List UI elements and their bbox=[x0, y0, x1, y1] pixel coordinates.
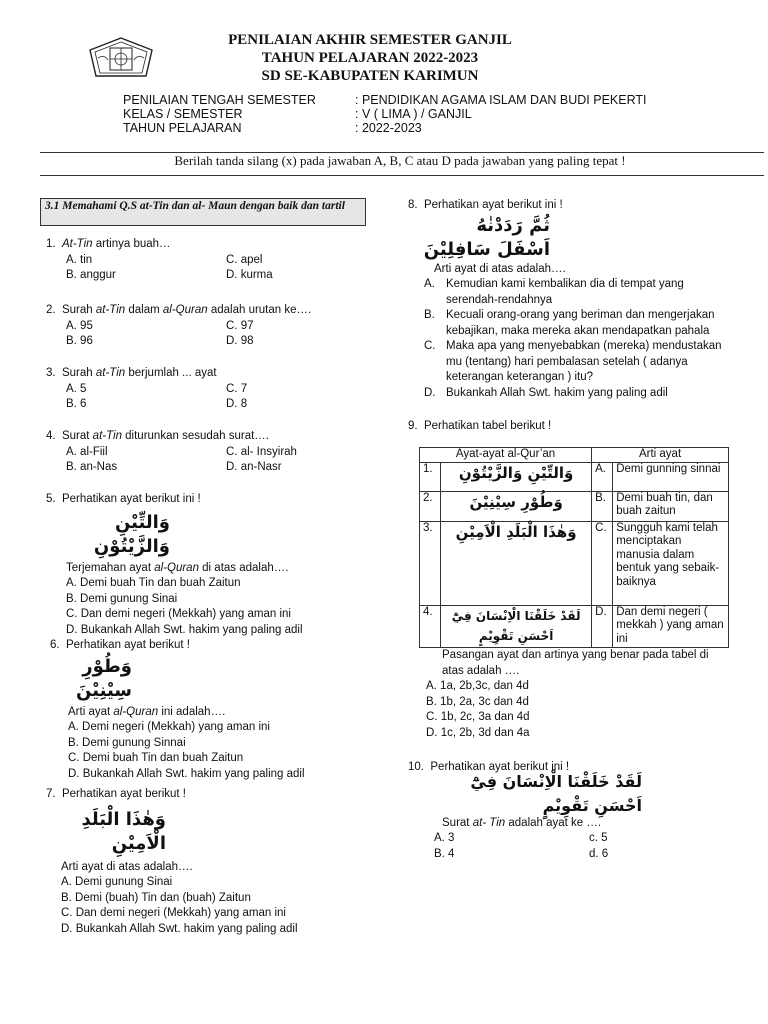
option[interactable]: D. Bukankah Allah Swt. hakim yang paling adil bbox=[61, 922, 298, 935]
question-text: Perhatikan ayat berikut ini ! bbox=[423, 199, 563, 211]
question-text: Surah bbox=[61, 367, 96, 379]
option[interactable]: D. 8 bbox=[226, 398, 248, 410]
question-number: 4. bbox=[46, 430, 56, 442]
option[interactable]: B. 1b, 2a, 3c dan 4d bbox=[426, 695, 529, 708]
arabic-verse: وَهٰذَا الْبَلَدِ الْاَمِيْنِ bbox=[81, 808, 166, 854]
option[interactable]: B. Demi gunung Sinai bbox=[66, 592, 178, 605]
info-value: : 2022-2023 bbox=[355, 121, 422, 135]
table-row bbox=[420, 462, 729, 491]
option[interactable]: C. Maka apa yang menyebabkan (mereka) mendustakan mu (tentang) hari pembalasan setelah ( adanya keterangan keterangan ) itu? bbox=[424, 340, 722, 383]
option[interactable]: D. 98 bbox=[226, 335, 254, 347]
option[interactable]: D. Bukankah Allah Swt. hakim yang paling adil bbox=[66, 623, 303, 636]
question-4 bbox=[46, 429, 366, 476]
option[interactable]: c. 5 bbox=[589, 832, 608, 844]
question-text: diturunkan sesudah surat…. bbox=[121, 430, 269, 442]
question-2 bbox=[46, 303, 366, 350]
question-text: Perhatikan ayat berikut ! bbox=[61, 788, 186, 800]
arabic-verse: لَقَدْ خَلَقْنَا الْاِنْسَانَ فِيْٓ اَحْسَنِ تَقْوِيْمٍ bbox=[470, 771, 642, 815]
competency-box: 3.1 Memahami Q.S at-Tin dan al- Maun dengan baik dan tartil bbox=[40, 198, 366, 226]
question-8 bbox=[408, 198, 728, 401]
question-text: Arti ayat di atas adalah…. bbox=[61, 860, 193, 873]
exam-year: TAHUN PELAJARAN 2022-2023 bbox=[261, 50, 479, 66]
row-meaning: Demi gunning sinnai bbox=[613, 462, 729, 491]
option[interactable]: A. 5 bbox=[66, 382, 87, 395]
question-text: Perhatikan ayat berikut ini ! bbox=[61, 493, 201, 505]
question-9 bbox=[408, 419, 738, 435]
question-text: Surah bbox=[61, 304, 96, 316]
question-text: artinya buah… bbox=[92, 238, 171, 250]
arabic-verse: لَقَدْ خَلَقْنَا الْاِنْسَانَ فِيْٓ اَحْسَنِ تَقْوِيْمٍ bbox=[451, 608, 581, 643]
option[interactable]: A. tin bbox=[66, 253, 93, 266]
question-text: di atas adalah…. bbox=[198, 561, 289, 574]
question-text: Perhatikan ayat berikut ini ! bbox=[430, 761, 570, 773]
question-number: 7. bbox=[46, 788, 56, 800]
option[interactable]: D. kurma bbox=[226, 269, 273, 281]
option[interactable]: D. 1c, 2b, 3d dan 4a bbox=[426, 726, 530, 739]
option[interactable]: C. 7 bbox=[226, 382, 248, 395]
question-number: 2. bbox=[46, 304, 56, 316]
option[interactable]: A. 1a, 2b,3c, dan 4d bbox=[426, 680, 529, 692]
question-6 bbox=[46, 638, 366, 782]
matching-table bbox=[419, 447, 729, 648]
option[interactable]: C. Dan demi negeri (Mekkah) yang aman ini bbox=[61, 907, 286, 919]
arabic-verse: وَالتِّيْنِ وَالزَّيْتُوْنِ bbox=[93, 511, 170, 557]
arabic-verse: وَالتِّيْنِ وَالزَّيْتُوْنِ bbox=[458, 463, 574, 482]
question-text: berjumlah ... ayat bbox=[125, 367, 217, 379]
question-term: al-Quran bbox=[113, 705, 159, 718]
question-text: Terjemahan ayat bbox=[66, 561, 155, 574]
question-number: 6. bbox=[50, 639, 60, 651]
info-key: PENILAIAN TENGAH SEMESTER bbox=[123, 93, 316, 107]
row-meaning: Dan demi negeri ( mekkah ) yang aman ini bbox=[613, 605, 729, 647]
row-letter: B. bbox=[592, 491, 613, 521]
info-key: KELAS / SEMESTER bbox=[123, 107, 243, 121]
question-term: at- Tin bbox=[472, 816, 506, 829]
row-meaning: Demi buah tin, dan buah zaitun bbox=[613, 491, 729, 521]
question-number: 9. bbox=[408, 420, 418, 432]
option[interactable]: A. Kemudian kami kembalikan dia di tempat yang serendah-rendahnya bbox=[424, 278, 684, 306]
exam-school: SD SE-KABUPATEN KARIMUN bbox=[261, 68, 479, 84]
question-term: At-Tin bbox=[61, 238, 93, 250]
option[interactable]: C. al- Insyirah bbox=[226, 445, 297, 458]
question-3 bbox=[46, 366, 366, 413]
option[interactable]: D. an-Nasr bbox=[226, 461, 282, 473]
info-value: : PENDIDIKAN AGAMA ISLAM DAN BUDI PEKERTI bbox=[355, 93, 647, 107]
option[interactable]: C. 97 bbox=[226, 319, 254, 332]
arabic-verse: وَطُوْرِ سِيْنِيْنَ bbox=[76, 655, 132, 701]
row-number: 3. bbox=[420, 521, 441, 605]
option[interactable]: d. 6 bbox=[589, 847, 609, 860]
question-7 bbox=[46, 787, 366, 937]
table-header: Ayat-ayat al-Qur’an bbox=[420, 448, 592, 463]
option[interactable]: A. Demi gunung Sinai bbox=[61, 876, 173, 888]
row-meaning: Sungguh kami telah menciptakan manusia dalam bentuk yang sebaik- baiknya bbox=[613, 521, 729, 605]
question-term: at-Tin bbox=[95, 304, 126, 316]
question-text: Arti ayat bbox=[68, 705, 114, 718]
row-letter: C. bbox=[592, 521, 613, 605]
question-text: Arti ayat di atas adalah…. bbox=[434, 262, 566, 275]
question-number: 5. bbox=[46, 493, 56, 505]
table-row bbox=[420, 605, 729, 647]
question-term: al-Quran bbox=[154, 561, 199, 574]
question-9-answers bbox=[426, 648, 726, 741]
question-text: ini adalah…. bbox=[158, 705, 226, 718]
arabic-verse: وَهٰذَا الْبَلَدِ الْاَمِيْنِ bbox=[455, 522, 577, 541]
table-row bbox=[420, 491, 729, 521]
question-number: 8. bbox=[408, 199, 418, 211]
arabic-verse: ثُمَّ رَدَدْنٰهُ اَسْفَلَ سَافِلِيْنَ bbox=[423, 214, 550, 260]
question-text: dalam bbox=[125, 304, 163, 316]
question-text: Perhatikan ayat berikut ! bbox=[65, 639, 190, 651]
option[interactable]: B. 4 bbox=[434, 847, 455, 860]
question-10 bbox=[408, 760, 738, 862]
option[interactable]: B. an-Nas bbox=[66, 461, 118, 473]
row-letter: A. bbox=[592, 462, 613, 491]
question-text: Perhatikan tabel berikut ! bbox=[423, 420, 552, 432]
option[interactable]: A. 95 bbox=[66, 319, 93, 332]
option[interactable]: B. Demi (buah) Tin dan (buah) Zaitun bbox=[61, 891, 251, 904]
table-row bbox=[420, 521, 729, 605]
question-term: al-Quran bbox=[162, 304, 208, 316]
option[interactable]: C. apel bbox=[226, 253, 263, 266]
option[interactable]: A. Demi buah Tin dan buah Zaitun bbox=[66, 577, 241, 589]
option[interactable]: B. 96 bbox=[66, 335, 93, 347]
option[interactable]: A. al-Fiil bbox=[66, 445, 108, 458]
arabic-verse: وَطُوْرِ سِيْنِيْنَ bbox=[469, 492, 563, 511]
info-key: TAHUN PELAJARAN bbox=[123, 121, 242, 135]
divider-bottom bbox=[40, 175, 764, 176]
question-text: Pasangan ayat dan artinya yang benar pada tabel di atas adalah …. bbox=[442, 649, 709, 677]
question-number: 10. bbox=[408, 761, 424, 773]
table-header: Arti ayat bbox=[592, 448, 729, 463]
question-number: 1. bbox=[46, 238, 56, 250]
option[interactable]: C. Demi buah Tin dan buah Zaitun bbox=[68, 752, 244, 764]
question-text: Surat bbox=[442, 816, 473, 829]
option[interactable]: B. 6 bbox=[66, 398, 87, 410]
school-emblem-logo bbox=[86, 36, 156, 80]
question-term: at-Tin bbox=[95, 367, 126, 379]
option[interactable]: A. Demi negeri (Mekkah) yang aman ini bbox=[68, 721, 270, 733]
exam-info bbox=[123, 93, 647, 135]
info-value: : V ( LIMA ) / GANJIL bbox=[355, 107, 472, 121]
question-term: at-Tin bbox=[92, 430, 122, 442]
question-text: adalah urutan ke…. bbox=[207, 304, 312, 316]
option[interactable]: D. Bukankah Allah Swt. hakim yang paling adil bbox=[68, 767, 305, 780]
question-text: Surat bbox=[61, 430, 93, 442]
row-number: 4. bbox=[420, 605, 441, 647]
question-5 bbox=[46, 492, 366, 638]
option[interactable]: A. 3 bbox=[434, 832, 455, 844]
option[interactable]: C. 1b, 2c, 3a dan 4d bbox=[426, 711, 530, 723]
option[interactable]: D. Bukankah Allah Swt. hakim yang paling adil bbox=[424, 386, 668, 399]
question-text: adalah ayat ke …. bbox=[505, 816, 602, 829]
row-letter: D. bbox=[592, 605, 613, 647]
question-number: 3. bbox=[46, 367, 56, 379]
option[interactable]: B. Kecuali orang-orang yang beriman dan mengerjakan kebajikan, maka mereka akan mendapatkan pahala bbox=[424, 309, 715, 337]
option[interactable]: B. anggur bbox=[66, 269, 116, 281]
option[interactable]: C. Dan demi negeri (Mekkah) yang aman ini bbox=[66, 608, 291, 620]
exam-title: PENILAIAN AKHIR SEMESTER GANJIL bbox=[228, 32, 512, 48]
option[interactable]: B. Demi gunung Sinnai bbox=[68, 736, 186, 749]
instruction: Berilah tanda silang (x) pada jawaban A, B, C atau D pada jawaban yang paling tepat ! bbox=[174, 153, 626, 168]
row-number: 2. bbox=[420, 491, 441, 521]
question-1 bbox=[46, 237, 366, 284]
row-number: 1. bbox=[420, 462, 441, 491]
